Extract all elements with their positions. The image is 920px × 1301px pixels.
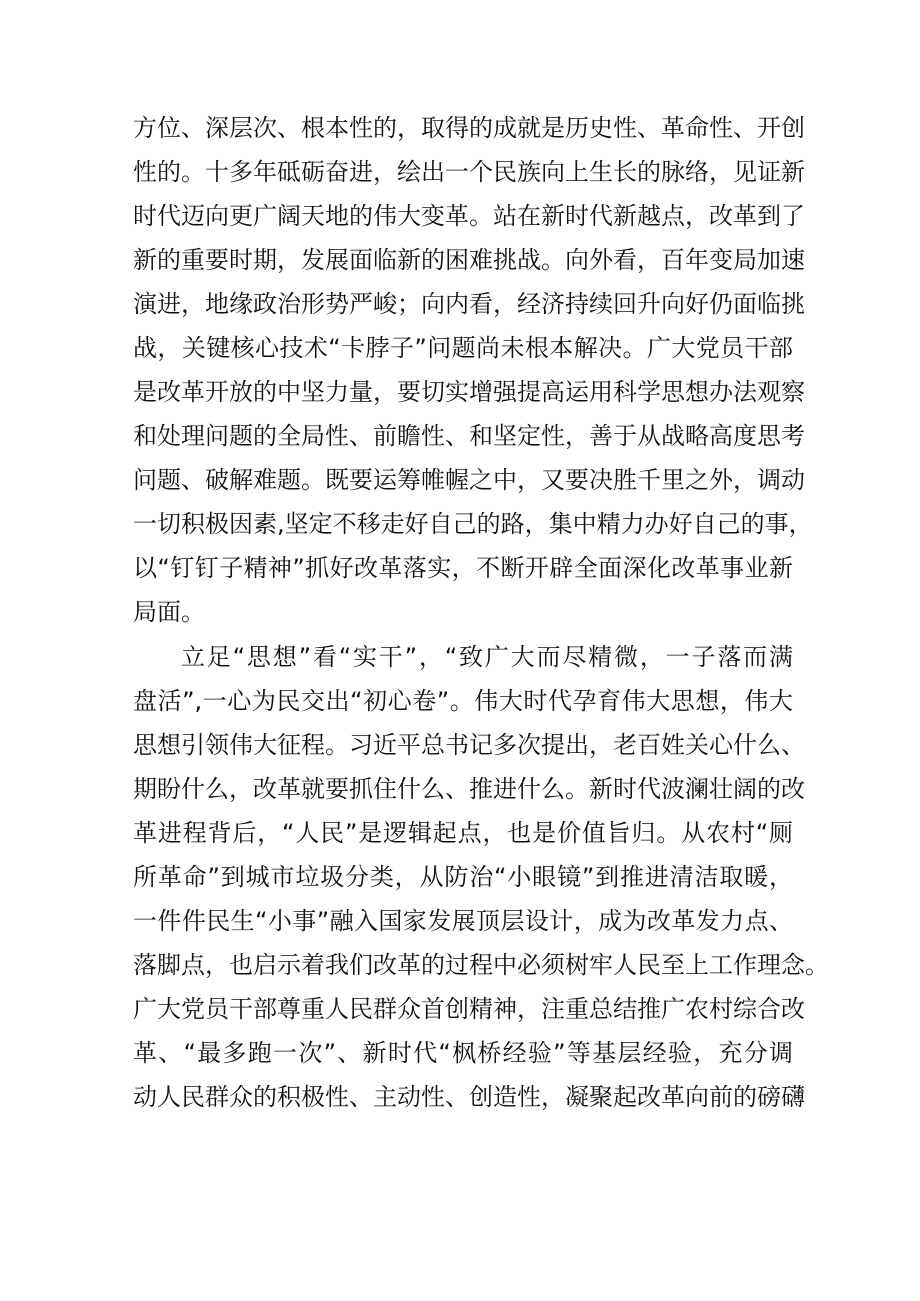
paragraph-2-line-9: 广大党员干部尊重人民群众首创精神，注重总结推广农村综合改 [133, 995, 805, 1023]
paragraph-2-line-4: 期盼什么，改革就要抓住什么、推进什么。新时代波澜壮阔的改 [133, 775, 805, 803]
paragraph-2-line-1: 立足“思想”看“实干”，“致广大而尽精微，一子落而满 [181, 643, 793, 671]
paragraph-1-line-6: 战，关键核心技术“卡脖子”问题尚未根本解决。广大党员干部 [133, 334, 793, 362]
paragraph-1-line-1: 方位、深层次、根本性的，取得的成就是历史性、革命性、开创 [133, 114, 805, 142]
paragraph-2-line-5: 革进程背后，“人民”是逻辑起点，也是价值旨归。从农村“厕 [133, 819, 793, 847]
paragraph-1-line-9: 问题、破解难题。既要运筹帷幄之中，又要决胜千里之外，调动 [133, 466, 805, 494]
paragraph-2-line-7: 一件件民生“小事”融入国家发展顶层设计，成为改革发力点、 [133, 907, 793, 935]
paragraph-1-line-10: 一切积极因素,坚定不移走好自己的路，集中精力办好自己的事， [133, 510, 813, 538]
paragraph-2-line-3: 思想引领伟大征程。习近平总书记多次提出，老百姓关心什么、 [133, 731, 805, 759]
paragraph-2-line-8: 落脚点，也启示着我们改革的过程中必须树牢人民至上工作理念。 [133, 951, 829, 979]
paragraph-1-line-2: 性的。十多年砥砺奋进，绘出一个民族向上生长的脉络，见证新 [133, 158, 805, 186]
paragraph-2-line-2: 盘活”,一心为民交出“初心卷”。伟大时代孕育伟大思想，伟大 [133, 687, 793, 715]
paragraph-1-line-12: 局面。 [133, 598, 205, 626]
paragraph-2-line-10: 革、“最多跑一次”、新时代“枫桥经验”等基层经验，充分调 [133, 1039, 793, 1067]
paragraph-1-line-7: 是改革开放的中坚力量，要切实增强提高运用科学思想办法观察 [133, 378, 805, 406]
paragraph-1-line-11: 以“钉钉子精神”抓好改革落实，不断开辟全面深化改革事业新 [133, 554, 793, 582]
paragraph-2-line-6: 所革命”到城市垃圾分类，从防治“小眼镜”到推进清洁取暖， [133, 863, 793, 891]
paragraph-1-line-8: 和处理问题的全局性、前瞻性、和坚定性，善于从战略高度思考 [133, 422, 805, 450]
paragraph-2-line-11: 动人民群众的积极性、主动性、创造性，凝聚起改革向前的磅礴 [133, 1083, 805, 1111]
paragraph-1-line-3: 时代迈向更广阔天地的伟大变革。站在新时代新越点，改革到了 [133, 202, 805, 230]
paragraph-1-line-5: 演进，地缘政治形势严峻；向内看，经济持续回升向好仍面临挑 [133, 290, 805, 318]
paragraph-1-line-4: 新的重要时期，发展面临新的困难挑战。向外看，百年变局加速 [133, 246, 805, 274]
